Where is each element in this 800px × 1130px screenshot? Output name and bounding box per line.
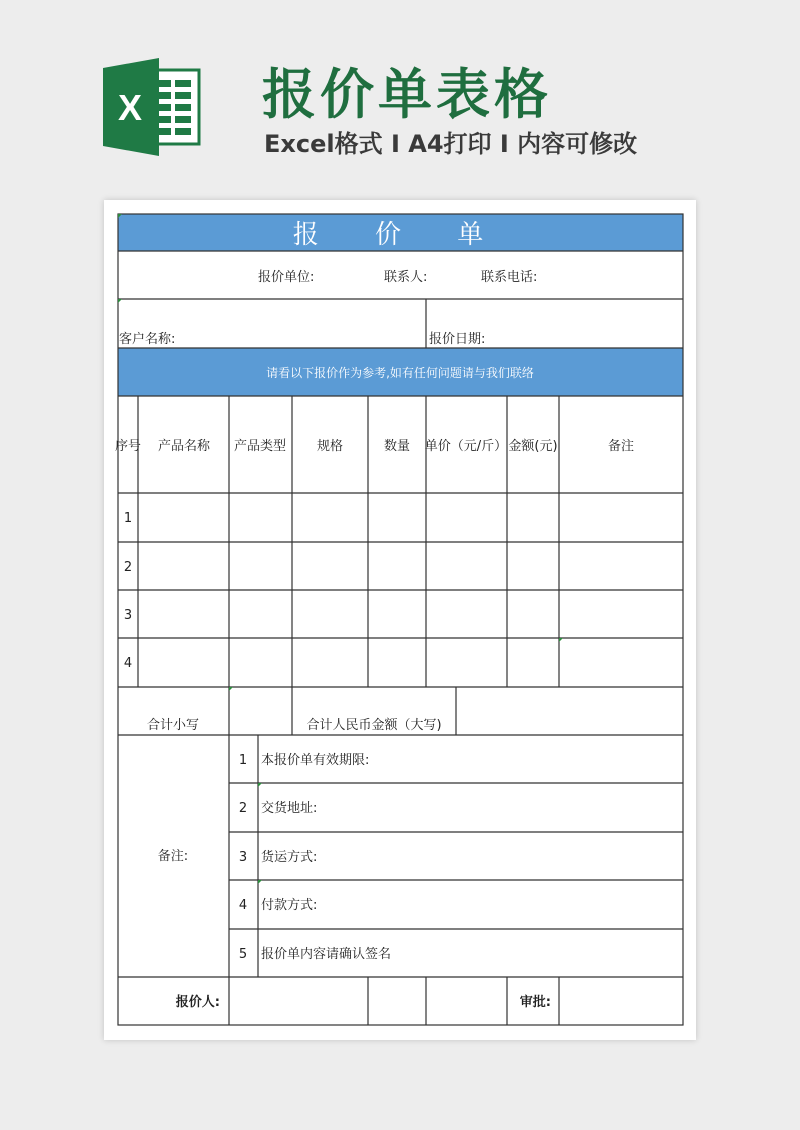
- col-header: 规格: [316, 439, 344, 454]
- page-subtitle: Excel格式 Ⅰ A4打印 Ⅰ 内容可修改: [264, 130, 638, 158]
- col-header: 备注: [607, 439, 635, 454]
- remark-text: 交货地址:: [261, 801, 318, 816]
- remark-text: 报价单内容请确认签名: [261, 947, 392, 962]
- col-header: 金额(元): [508, 439, 558, 454]
- notice-text: 请看以下报价作为参考,如有任何问题请与我们联络: [266, 366, 534, 380]
- remark-text: 本报价单有效期限:: [261, 753, 370, 768]
- col-header: 序号: [114, 439, 142, 454]
- remark-number: 4: [238, 898, 248, 913]
- approval-label: 审批:: [519, 995, 551, 1010]
- contact-phone-label: 联系电话:: [481, 270, 538, 285]
- subtotal-label: 合计小写: [146, 718, 200, 733]
- remark-number: 1: [238, 753, 248, 768]
- remark-number: 3: [238, 850, 248, 865]
- quote-unit-label: 报价单位:: [258, 270, 315, 285]
- col-header: 单价（元/斤）: [424, 439, 508, 454]
- remark-number: 5: [238, 947, 248, 962]
- table-row-number: 1: [123, 511, 133, 526]
- col-header: 产品类型: [233, 439, 287, 454]
- grid-lines: [118, 214, 683, 1025]
- table-rows: [124, 511, 132, 671]
- table-header: [115, 438, 634, 454]
- remark-text: 货运方式:: [261, 850, 318, 865]
- quoter-label: 报价人:: [175, 995, 220, 1010]
- quote-date-label: 报价日期:: [429, 332, 486, 347]
- table-row-number: 3: [123, 608, 133, 623]
- page-title: 报价单表格: [262, 63, 552, 126]
- table-row-number: 2: [123, 560, 133, 575]
- remark-text: 付款方式:: [261, 898, 318, 913]
- remark-number: 2: [238, 801, 248, 816]
- col-header: 产品名称: [157, 439, 211, 454]
- col-header: 数量: [383, 439, 411, 454]
- logo-letter: X: [117, 87, 143, 128]
- table-row-number: 4: [123, 656, 133, 671]
- customer-name-label: 客户名称:: [119, 332, 176, 347]
- total-rmb-label: 合计人民币金额（大写): [306, 718, 442, 733]
- form-title: 报 价 单: [292, 220, 508, 250]
- remarks-label: 备注:: [157, 849, 189, 864]
- contact-label: 联系人:: [384, 270, 428, 285]
